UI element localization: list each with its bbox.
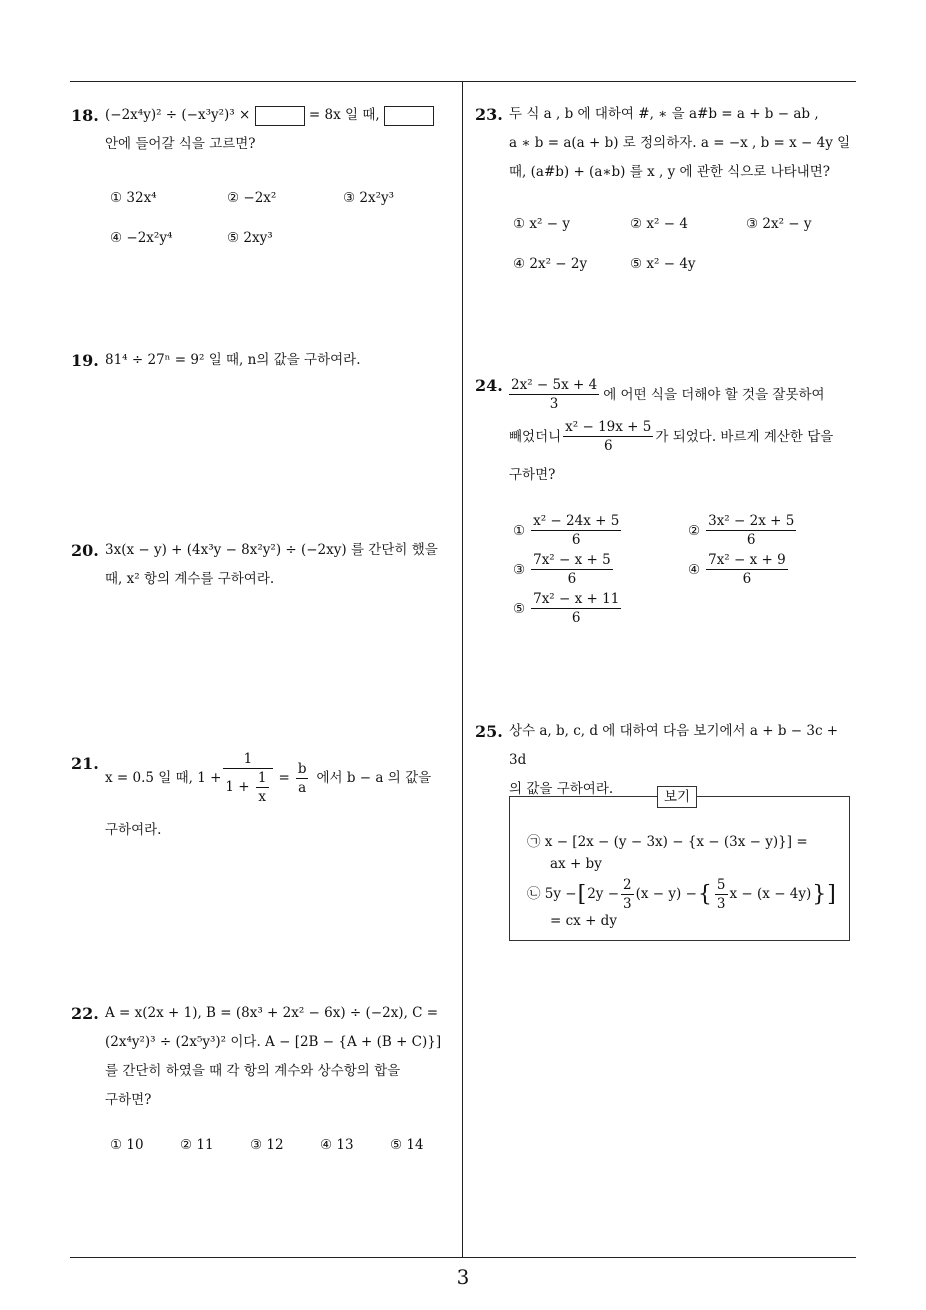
- fraction-denominator: 6: [746, 532, 756, 548]
- question-text-line3: 를 간단히 하였을 때 각 항의 계수와 상수항의 합을: [105, 1063, 401, 1079]
- choice-4[interactable]: ④ −2x²y⁴: [110, 230, 173, 246]
- question-text-line3: 때, (a#b) + (a∗b) 를 x , y 에 관한 식으로 나타내면?: [509, 164, 831, 180]
- fraction-denominator: 3: [623, 896, 632, 912]
- wrong-result-fraction: [563, 418, 653, 455]
- bottom-rule: [70, 1257, 856, 1258]
- choice-5[interactable]: ⑤ 2xy³: [227, 230, 273, 246]
- question-text: 상수 a, b, c, d 에 대하여 다음 보기에서 a + b − 3c + 3d: [509, 723, 839, 768]
- question-number: 22.: [71, 1004, 99, 1023]
- question-20: [71, 536, 457, 594]
- question-text-line2: 때, x² 항의 계수를 구하여라.: [105, 571, 275, 587]
- question-24: [475, 376, 859, 485]
- question-text: [105, 750, 457, 806]
- choice-1[interactable]: ① x² − y: [513, 216, 570, 232]
- item2-part-c: x − (x − 4y): [729, 886, 812, 902]
- inner-prefix: 1 +: [225, 779, 250, 795]
- fraction-numerator: b: [297, 760, 307, 777]
- fraction-denominator: 6: [571, 610, 581, 626]
- question-21: [71, 750, 457, 840]
- fraction-denominator: 6: [603, 438, 613, 454]
- q21-ask: 에서 b − a 의 값을: [316, 770, 432, 786]
- question-18: [71, 101, 457, 159]
- fraction-numerator: 1: [223, 750, 272, 769]
- question-number: 25.: [475, 722, 503, 741]
- choice-mark: ①: [513, 522, 526, 539]
- q24-text-2a: 빼었더니: [509, 428, 562, 445]
- q18-expression: (−2x⁴y)² ÷ (−x³y²)³ ×: [105, 107, 251, 123]
- item2-part-a: 2y −: [587, 886, 620, 902]
- q18-expression-end: = 8x 일 때,: [308, 107, 380, 123]
- choice-mark: ②: [688, 522, 701, 539]
- right-brace: }: [812, 882, 827, 907]
- given-fraction: [509, 376, 599, 413]
- question-text: [105, 101, 457, 130]
- left-bracket: [: [577, 882, 587, 907]
- choice-5[interactable]: [513, 590, 623, 627]
- fraction-denominator: x: [258, 789, 267, 805]
- top-rule: [70, 81, 856, 82]
- question-number: 23.: [475, 105, 503, 124]
- choice-2[interactable]: ② 11: [180, 1137, 214, 1153]
- choice-3[interactable]: [513, 551, 615, 588]
- question-text: 3x(x − y) + (4x³y − 8x²y²) ÷ (−2xy) 를 간단히 했을: [105, 542, 438, 558]
- question-text-line2: (2x⁴y²)³ ÷ (2x⁵y³)² 이다. A − [2B − {A + (B + C)}]: [105, 1034, 442, 1050]
- choice-2[interactable]: ② x² − 4: [630, 216, 688, 232]
- question-number: 19.: [71, 351, 99, 370]
- choice-fraction: [531, 590, 621, 627]
- choice-mark: ⑤: [513, 600, 526, 617]
- fraction-numerator: 2: [623, 877, 632, 893]
- fraction-denominator: [223, 769, 272, 806]
- choice-1[interactable]: ① 10: [110, 1137, 144, 1153]
- choice-4[interactable]: ④ 13: [320, 1137, 354, 1153]
- question-23: [475, 100, 859, 187]
- answer-blank-box: [384, 106, 434, 126]
- choice-fraction: [531, 551, 613, 588]
- question-text-line2: [509, 418, 859, 455]
- fraction-numerator: 1: [257, 770, 267, 786]
- bogi-item-2: [527, 876, 836, 913]
- choice-mark: ④: [688, 561, 701, 578]
- choice-4[interactable]: ④ 2x² − 2y: [513, 256, 588, 272]
- choice-4[interactable]: [688, 551, 790, 588]
- choice-5[interactable]: ⑤ 14: [390, 1137, 424, 1153]
- choice-3[interactable]: ③ 2x² − y: [746, 216, 812, 232]
- bogi-item-1-line2: ax + by: [550, 856, 602, 872]
- question-text-line2: a ∗ b = a(a + b) 로 정의하자. a = −x , b = x − 4y 일: [509, 135, 851, 151]
- question-text-line2: 구하여라.: [105, 822, 162, 838]
- question-number: 18.: [71, 106, 99, 125]
- question-19: [71, 346, 457, 375]
- question-number: 21.: [71, 754, 99, 773]
- inner-fraction: [256, 769, 269, 806]
- q21-continued-fraction: [223, 750, 272, 806]
- choice-3[interactable]: ③ 12: [250, 1137, 284, 1153]
- choice-3[interactable]: ③ 2x²y³: [343, 190, 395, 206]
- fraction-numerator: 2x² − 5x + 4: [511, 377, 598, 393]
- fraction-numerator: 7x² − x + 5: [533, 552, 611, 568]
- question-text-line4: 구하면?: [105, 1092, 152, 1108]
- bogi-item-1: ㉠ x − [2x − (y − 3x) − {x − (3x − y)}] =: [527, 834, 808, 850]
- fraction-numerator: 7x² − x + 11: [533, 591, 620, 607]
- question-text: [509, 376, 859, 413]
- choice-fraction: [706, 512, 796, 549]
- q18-prompt: 안에 들어갈 식을 고르면?: [105, 136, 256, 152]
- question-22: [71, 999, 457, 1115]
- answer-blank-box: [255, 106, 305, 126]
- choice-2[interactable]: [688, 512, 798, 549]
- fraction-numerator: 5: [716, 877, 726, 893]
- equals-sign: =: [278, 770, 290, 786]
- page-number: 3: [456, 1265, 470, 1289]
- q24-text-2b: 가 되었다. 바르게 계산한 답을: [655, 428, 834, 445]
- fraction-denominator: 6: [571, 532, 581, 548]
- choice-1[interactable]: [513, 512, 623, 549]
- fraction-numerator: x² − 19x + 5: [565, 419, 652, 435]
- fraction-numerator: x² − 24x + 5: [533, 513, 620, 529]
- two-thirds-fraction: [621, 876, 634, 913]
- question-text: 81⁴ ÷ 27ⁿ = 9² 일 때, n의 값을 구하여라.: [105, 352, 361, 368]
- fraction-denominator: 6: [567, 571, 577, 587]
- choice-1[interactable]: ① 32x⁴: [110, 190, 157, 206]
- b-over-a-fraction: [296, 760, 309, 797]
- question-number: 20.: [71, 541, 99, 560]
- choice-5[interactable]: ⑤ x² − 4y: [630, 256, 696, 272]
- left-brace: {: [697, 882, 712, 907]
- item2-part-b: (x − y) −: [635, 886, 697, 902]
- item2-prefix: ㉡ 5y −: [527, 886, 577, 902]
- fraction-denominator: a: [298, 779, 307, 796]
- bogi-item-2-line2: = cx + dy: [550, 913, 617, 929]
- choice-fraction: [531, 512, 621, 549]
- right-bracket: ]: [827, 882, 836, 907]
- bogi-title: 보기: [657, 786, 697, 808]
- question-text-line3: 구하면?: [509, 467, 556, 483]
- question-text-line2: 의 값을 구하여라.: [509, 781, 614, 797]
- question-number: 24.: [475, 376, 503, 395]
- choice-fraction: [706, 551, 788, 588]
- fraction-denominator: 3: [549, 396, 559, 412]
- choice-mark: ③: [513, 561, 526, 578]
- five-thirds-fraction: [715, 876, 728, 913]
- fraction-denominator: 3: [716, 896, 726, 912]
- column-divider: [462, 82, 463, 1258]
- q24-text-1: 에 어떤 식을 더해야 할 것을 잘못하여: [603, 386, 825, 403]
- fraction-denominator: 6: [742, 571, 752, 587]
- question-text: A = x(2x + 1), B = (8x³ + 2x² − 6x) ÷ (−2x), C =: [105, 1005, 439, 1021]
- choice-2[interactable]: ② −2x²: [227, 190, 277, 206]
- question-text: 두 식 a , b 에 대하여 #, ∗ 을 a#b = a + b − ab ,: [509, 106, 819, 122]
- fraction-numerator: 7x² − x + 9: [708, 552, 786, 568]
- fraction-numerator: 3x² − 2x + 5: [708, 513, 795, 529]
- q21-given: x = 0.5̇ 일 때, 1 +: [105, 770, 222, 786]
